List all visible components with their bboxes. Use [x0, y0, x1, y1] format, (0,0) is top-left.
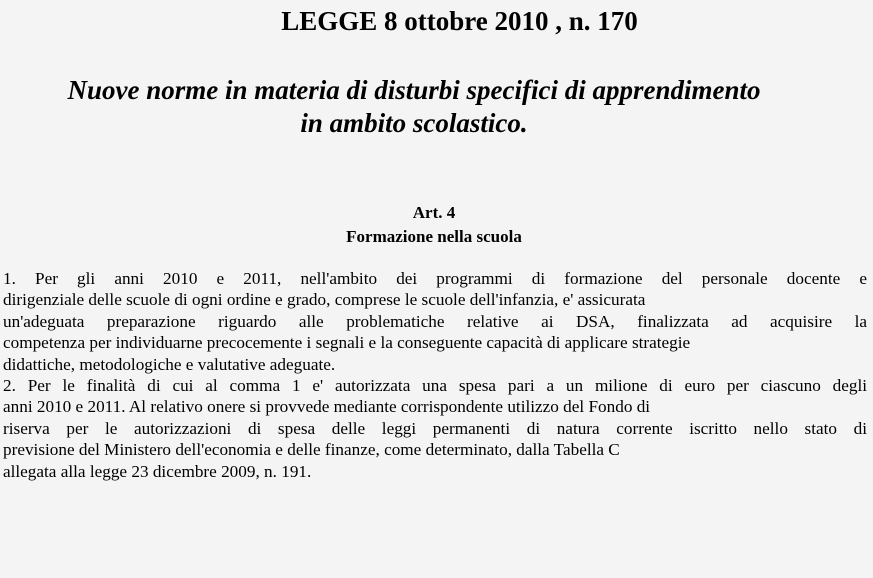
- subtitle-line: in ambito scolastico.: [300, 108, 528, 138]
- body-line: 1. Per gli anni 2010 e 2011, nell'ambito dei programmi di formazione del personale docente e: [3, 269, 867, 288]
- subtitle-line: Nuove norme in materia di disturbi specifici di apprendimento: [67, 75, 761, 105]
- body-line: riserva per le autorizzazioni di spesa delle leggi permanenti di natura corrente iscritto nello stato di: [3, 418, 867, 438]
- body-line: 2. Per le finalità di cui al comma 1 e' autorizzata una spesa pari a un milione di euro per ciascuno degli: [3, 376, 867, 396]
- body-line: dirigenziale delle scuole di ogni ordine e grado, comprese le scuole dell'infanzia, e' assicurata: [3, 290, 646, 310]
- body-line: anni 2010 e 2011. Al relativo onere si provvede mediante corrispondente utilizzo del Fondo di: [3, 397, 651, 417]
- article-heading: Formazione nella scuola: [346, 227, 522, 246]
- law-title: LEGGE 8 ottobre 2010 , n. 170: [281, 6, 638, 36]
- body-line: didattiche, metodologiche e valutative adeguate.: [3, 354, 336, 374]
- article-number: Art. 4: [412, 203, 456, 222]
- body-line: allegata alla legge 23 dicembre 2009, n. 191.: [3, 461, 312, 481]
- body-line: previsione del Ministero dell'economia e delle finanze, come determinato, dalla Tabella C: [3, 440, 620, 460]
- body-line: competenza per individuarne precocemente i segnali e la conseguente capacità di applicare strategie: [3, 333, 691, 353]
- article-body: [3, 268, 867, 482]
- body-line: un'adeguata preparazione riguardo alle problematiche relative ai DSA, finalizzata ad acquisire la: [3, 311, 867, 331]
- law-subtitle: [8, 74, 820, 140]
